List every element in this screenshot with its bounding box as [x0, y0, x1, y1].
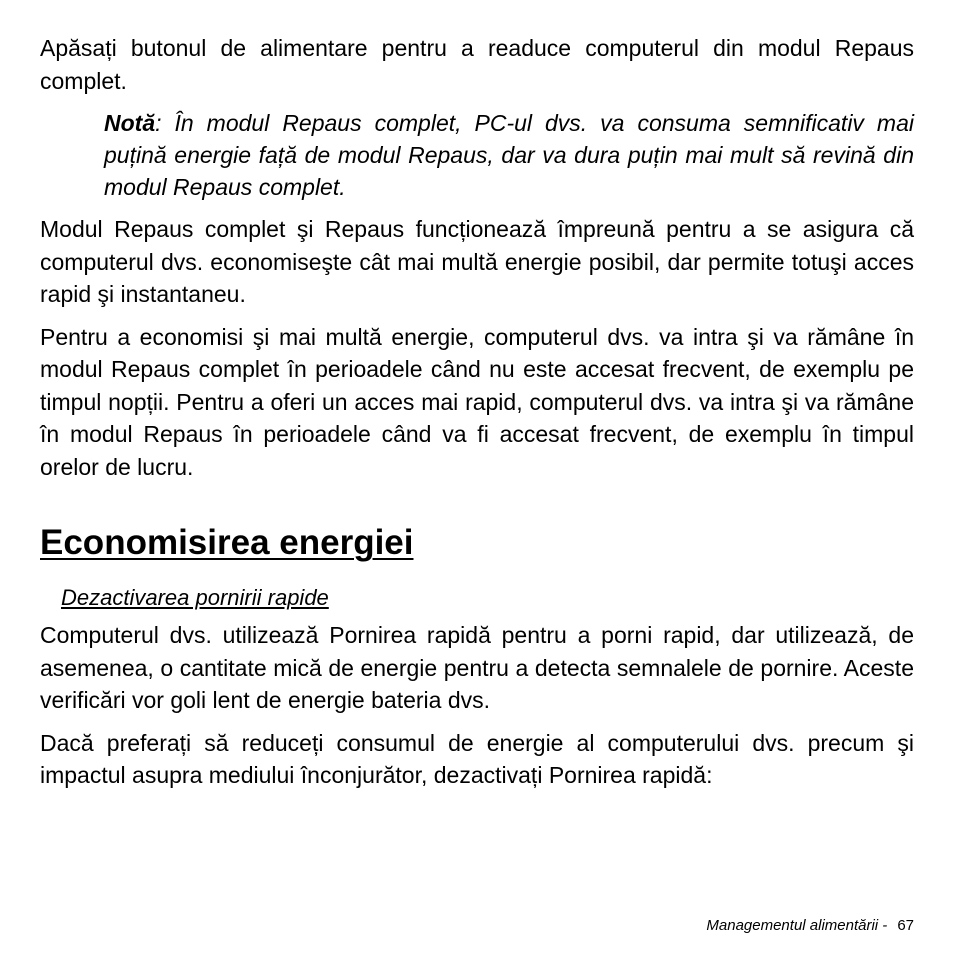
paragraph-save-more-energy: Pentru a economisi şi mai multă energie, computerul dvs. va intra şi va rămâne în modul Repaus complet în perioadele când nu este accesat frecvent, de exemplu pe timpul nopții. Pentru a oferi un acces mai rapid, computerul dvs. va intra şi va rămâne în modul Repaus în perioadele când va fi accesat frecvent, de exemplu în timpul orelor de lucru.: [40, 323, 914, 480]
note-text: : În modul Repaus complet, PC-ul dvs. va consuma semnificativ mai puțină energie față de modul Repaus, dar va dura puțin mai mult să revină din modul Repaus complet.: [104, 110, 914, 200]
paragraph-wake-from-hibernate: Apăsați butonul de alimentare pentru a readuce computerul din modul Repaus complet.: [40, 35, 914, 94]
document-page: [40, 32, 914, 802]
paragraph-hibernate-and-sleep: Modul Repaus complet şi Repaus funcționează împreună pentru a se asigura că computerul dvs. economiseşte cât mai multă energie posibil, dar permite totuşi acces rapid şi instantaneu.: [40, 216, 914, 307]
paragraph-fast-startup: Computerul dvs. utilizează Pornirea rapidă pentru a porni rapid, dar utilizează, de asemenea, o cantitate mică de energie pentru a detecta semnalele de pornire. Aceste verificări vor goli lent de energie bateria dvs.: [40, 622, 914, 713]
paragraph-disable-fast-startup: Dacă preferați să reduceți consumul de energie al computerului dvs. precum şi impactul asupra mediului înconjurător, dezactivați Pornirea rapidă:: [40, 729, 914, 788]
footer-chapter: Managementul alimentării -: [706, 917, 888, 934]
subheading-link-disable-fast-startup[interactable]: Dezactivarea pornirii rapide: [61, 585, 329, 610]
page-footer: [706, 917, 914, 934]
page-number: 67: [897, 917, 914, 934]
section-title: Economisirea energiei: [40, 523, 414, 562]
note-block: [104, 107, 914, 203]
note-label: Notă: [104, 110, 156, 136]
